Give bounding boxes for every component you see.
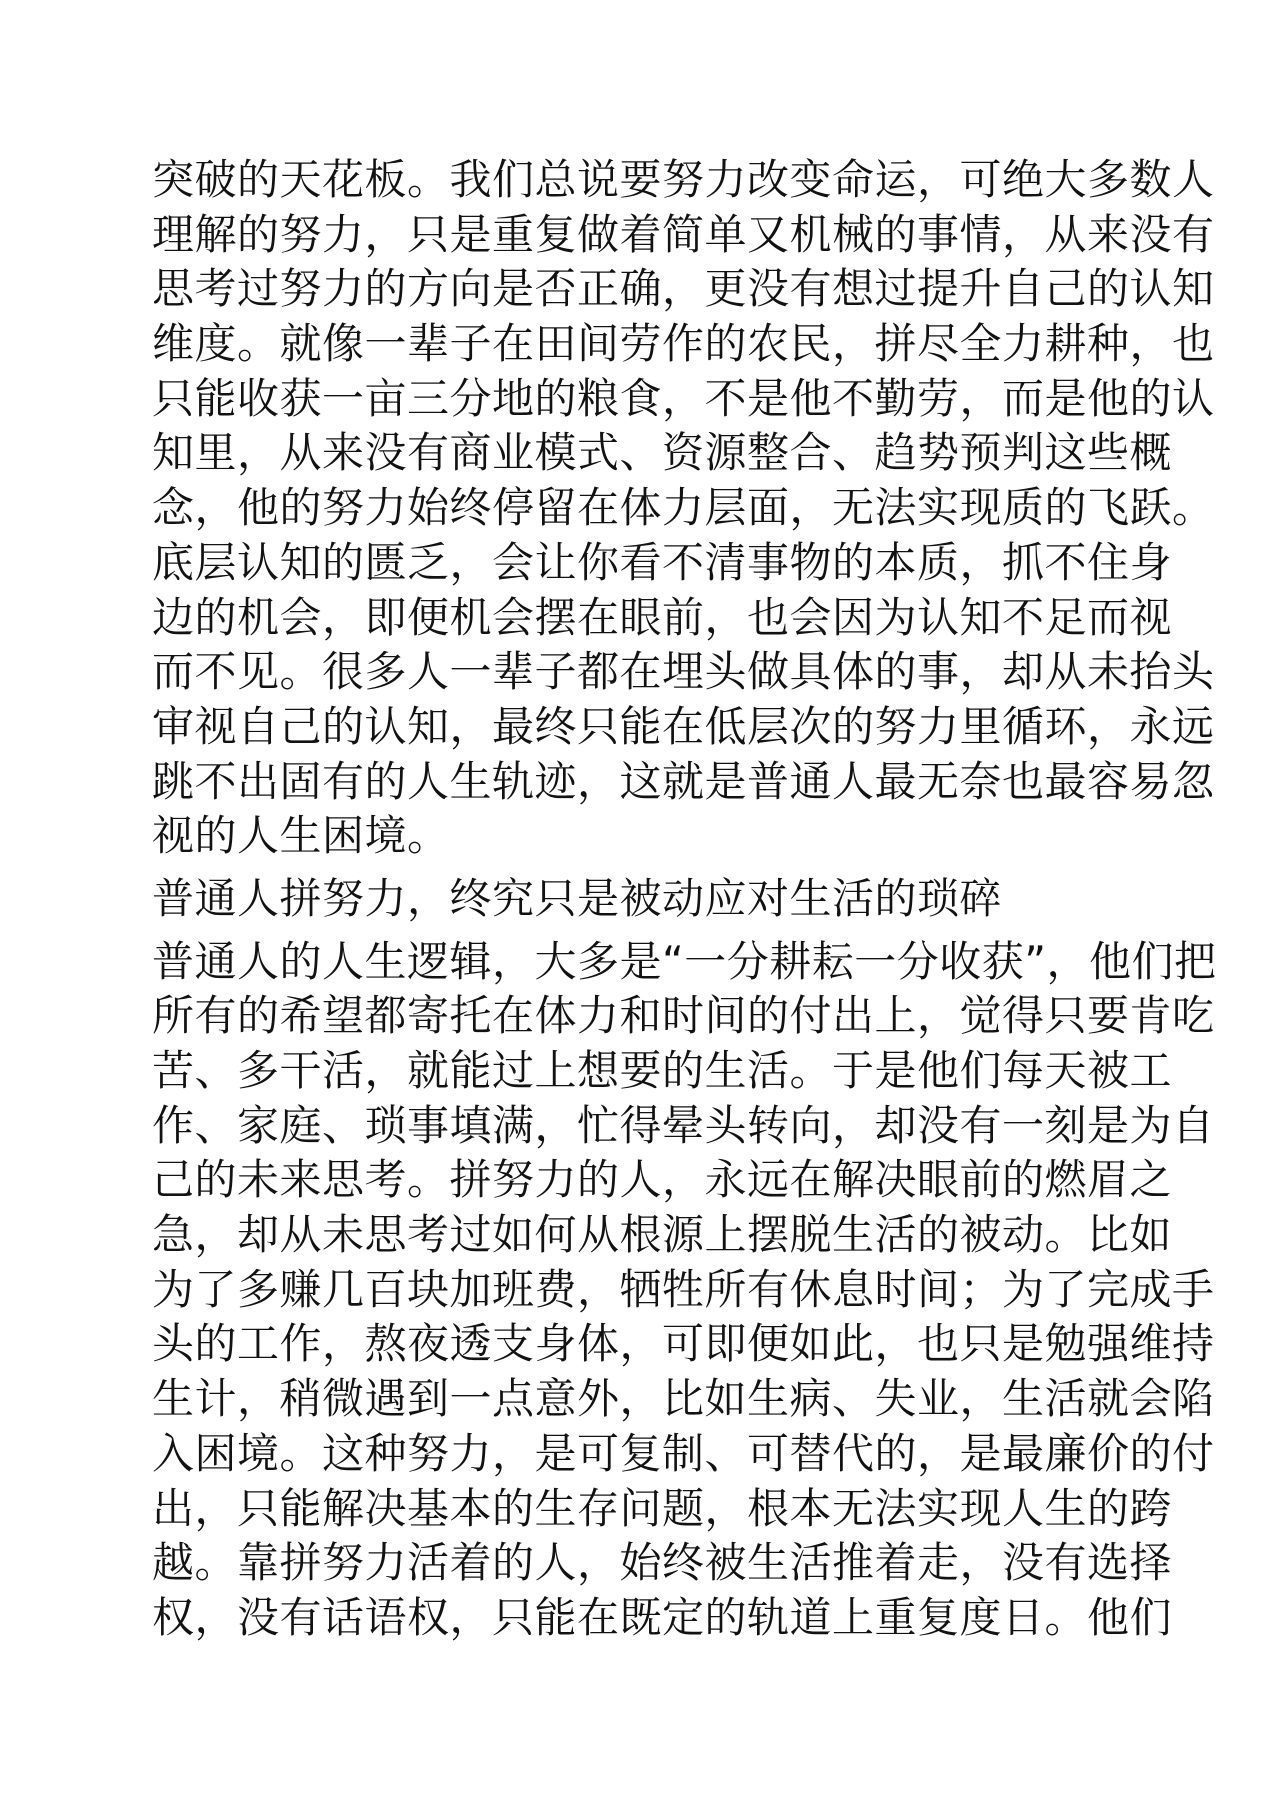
text-line: 跳不出固有的人生轨迹，这就是普通人最无奈也最容易忽	[152, 756, 1215, 806]
text-line: 出，只能解决基本的生存问题，根本无法实现人生的跨	[152, 1483, 1173, 1533]
text-line: 己的未来思考。拼努力的人，永远在解决眼前的燃眉之	[152, 1155, 1173, 1205]
text-line: 普通人的人生逻辑，大多是“一分耕耘一分收获”，他们把	[152, 936, 1217, 986]
text-line: 边的机会，即便机会摆在眼前，也会因为认知不足而视	[152, 592, 1173, 642]
text-line: 维度。就像一辈子在田间劳作的农民，拼尽全力耕种，也	[152, 319, 1215, 369]
document-body	[152, 153, 1217, 1646]
text-line: 审视自己的认知，最终只能在低层次的努力里循环，永远	[152, 701, 1215, 751]
text-line: 知里，从来没有商业模式、资源整合、趋势预判这些概	[152, 428, 1173, 478]
text-line: 底层认知的匮乏，会让你看不清事物的本质，抓不住身	[152, 537, 1173, 587]
text-line: 理解的努力，只是重复做着简单又机械的事情，从来没有	[152, 209, 1215, 259]
text-line: 作、家庭、琐事填满，忙得晕头转向，却没有一刻是为自	[152, 1100, 1215, 1150]
text-line: 急，却从未思考过如何从根源上摆脱生活的被动。比如	[152, 1210, 1173, 1260]
text-line: 权，没有话语权，只能在既定的轨道上重复度日。他们	[152, 1592, 1173, 1642]
text-line: 念，他的努力始终停留在体力层面，无法实现质的飞跃。	[152, 483, 1215, 533]
paragraph-2	[152, 935, 1217, 1646]
text-line: 头的工作，熬夜透支身体，可即便如此，也只是勉强维持	[152, 1319, 1215, 1369]
section-heading: 普通人拼努力，终究只是被动应对生活的琐碎	[152, 873, 1003, 923]
paragraph-1	[152, 153, 1215, 864]
text-line: 而不见。很多人一辈子都在埋头做具体的事，却从未抬头	[152, 647, 1215, 697]
text-line: 入困境。这种努力，是可复制、可替代的，是最廉价的付	[152, 1428, 1215, 1478]
text-line: 突破的天花板。我们总说要努力改变命运，可绝大多数人	[152, 155, 1215, 204]
text-line: 视的人生困境。	[152, 811, 450, 861]
text-line: 生计，稍微遇到一点意外，比如生病、失业，生活就会陷	[152, 1374, 1215, 1424]
text-line: 苦、多干活，就能过上想要的生活。于是他们每天被工	[152, 1046, 1173, 1095]
text-line: 只能收获一亩三分地的粮食，不是他不勤劳，而是他的认	[152, 373, 1215, 423]
text-line: 为了多赚几百块加班费，牺牲所有休息时间；为了完成手	[152, 1264, 1215, 1314]
text-line: 所有的希望都寄托在体力和时间的付出上，觉得只要肯吃	[152, 991, 1215, 1041]
text-line: 思考过努力的方向是否正确，更没有想过提升自己的认知	[152, 264, 1215, 314]
text-line: 越。靠拼努力活着的人，始终被生活推着走，没有选择	[152, 1538, 1173, 1588]
